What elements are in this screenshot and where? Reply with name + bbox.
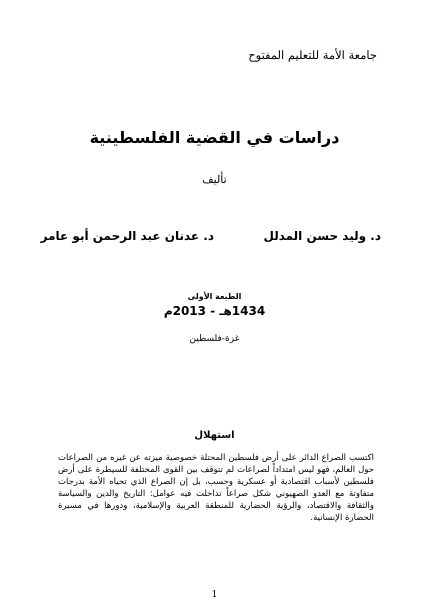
authored-by-label: تأليف xyxy=(202,173,227,186)
introduction-body: اكتسب الصراع الدائر على أرض فلسطين المحتلة خصوصية ميزته عن غيره من الصراعات حول العالم، فهو ليس امتداداً لصراعات لم تتوقف بين القوى المختلفة للسيطرة على أرض فلسطين لأسباب اقتصادية أو عسكرية وحسب، بل إن الصراع الذي تحياه الأمة بدرجات متفاوتة مع العدو الصهيوني شكل صراعاً تداخلت فيه عوامل: التاريخ والدين والسياسة والثقافة والاقتصاد، والرؤية الحضارية للمنطقة العربية والإسلامية، ودورها في مسيرة الحضارة الإنسانية. xyxy=(58,453,374,523)
page-number: 1 xyxy=(211,590,218,600)
author-1: د. وليد حسن المدلل xyxy=(263,229,381,243)
publication-place: غزة-فلسطين xyxy=(189,334,240,344)
edition-label: الطبعة الأولى xyxy=(187,292,242,301)
publication-year: 1434هـ - 2013م xyxy=(163,304,266,318)
book-title: دراسات في القضية الفلسطينية xyxy=(89,128,340,147)
author-2: د. عدنان عبد الرحمن أبو عامر xyxy=(40,229,214,243)
introduction-heading: استهلال xyxy=(194,430,235,441)
university-name: جامعة الأمة للتعليم المفتوح xyxy=(248,48,377,62)
